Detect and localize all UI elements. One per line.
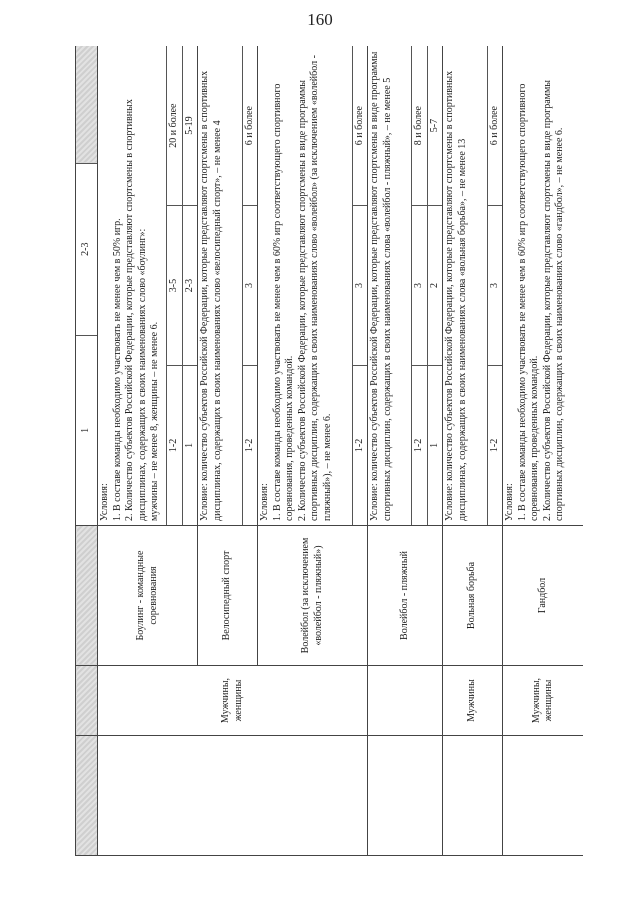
num-cell: 1-2	[167, 365, 183, 525]
num-cell: 5-19	[182, 46, 197, 206]
rotated-table	[75, 46, 583, 856]
num-cell: 3	[412, 206, 428, 366]
page-number: 160	[307, 10, 333, 29]
num-cell: 1-2	[242, 365, 257, 525]
sport-cell: Вольная борьба	[443, 526, 503, 666]
sport-cell: Велосипедный спорт	[198, 526, 258, 666]
header-block	[76, 46, 98, 526]
rotated-table-scan	[75, 46, 583, 856]
block-cell	[503, 46, 584, 526]
num-cell: 3	[487, 206, 502, 366]
condition-text: Условия: 1. В составе команды необходимо участвовать не менее чем в 60% игр соответствующего спортивного соревнования, проведенных командой. 2. Количество субъектов Российской Федерации, которые представляют спортсмены в виде программы спортивных дисциплин, содержащих в своих наименованиях слово «волейбол» (за исключением «волейбол - пляжный»), – не менее 6.	[258, 46, 352, 525]
empty-first-col	[98, 736, 368, 856]
num-cell: 3	[242, 206, 257, 366]
gender-cell: Мужчины	[443, 666, 503, 736]
condition-text: Условие: количество субъектов Российской Федерации, которые представляют спортсмены в виде программы спортивных дисциплин, содержащих в своих наименованиях слова «волейбол - пляжный», – не менее 5	[368, 46, 412, 525]
gender-cell: Мужчины, женщины	[98, 666, 368, 736]
sport-cell: Волейбол (за исключением «волейбол - пляжный»)	[258, 526, 368, 666]
header-col-3	[76, 46, 97, 163]
header-cell-empty-3	[76, 526, 98, 666]
header-col-1: 1	[76, 335, 97, 525]
condition-text: Условие: количество субъектов Российской Федерации, которые представляют спортсмены в спортивных дисциплинах, содержащих в своих наименованиях слова «вольная борьба», – не менее 13	[443, 46, 487, 525]
num-cell: 1-2	[352, 365, 367, 525]
num-cell: 6 и более	[242, 46, 257, 206]
block-cell	[368, 46, 443, 526]
num-cell: 1	[427, 365, 442, 525]
num-cell: 3	[352, 206, 367, 366]
sport-cell: Боулинг - командные соревнования	[98, 526, 198, 666]
header-cell-empty-1	[76, 736, 98, 856]
num-cell: 6 и более	[487, 46, 502, 206]
block-cell	[98, 46, 198, 526]
empty-first-col	[503, 736, 584, 856]
num-cell: 6 и более	[352, 46, 367, 206]
num-cell: 2	[427, 206, 442, 366]
sport-cell: Волейбол - пляжный	[368, 526, 443, 666]
condition-text: Условия: 1. В составе команды необходимо участвовать не менее чем в 60% игр соответствующего спортивного соревнования, проведенных командой. 2. Количество субъектов Российской Федерации, которые представляют спортсмены в виде программы спортивных дисциплин, содержащих в своих наименованиях слово «гандбол», – не менее 6.	[504, 79, 565, 521]
sports-table	[75, 46, 583, 856]
block-cell	[198, 46, 258, 526]
num-cell: 5-7	[427, 46, 442, 206]
gender-cell: Мужчины, женщины	[503, 666, 584, 736]
num-cell: 3-5	[167, 206, 183, 366]
block-cell	[258, 46, 368, 526]
num-cell: 2-3	[182, 206, 197, 366]
empty-first-col	[368, 736, 443, 856]
num-cell: 1	[182, 365, 197, 525]
header-row	[76, 46, 98, 856]
gender-cell-empty	[368, 666, 443, 736]
num-cell: 1-2	[412, 365, 428, 525]
table-row	[443, 46, 503, 856]
table-row	[503, 46, 584, 856]
condition-text: Условия: 1. В составе команды необходимо участвовать не менее чем в 50% игр. 2. Количество субъектов Российской Федерации, которые представляют спортсмены в спортивных дисциплинах, содержащих в своих наименованиях слово «боулинг»: мужчины – не менее 8, женщины – не менее 6.	[98, 46, 167, 525]
table-row	[98, 46, 198, 856]
table-row	[368, 46, 443, 856]
num-cell: 8 и более	[412, 46, 428, 206]
header-cell-empty-2	[76, 666, 98, 736]
num-cell: 20 и более	[167, 46, 183, 206]
condition-text: Условие: количество субъектов Российской Федерации, которые представляют спортсмены в спортивных дисциплинах, содержащих в своих наименованиях слово «велосипедный спорт», – не менее 4	[198, 46, 242, 525]
block-cell	[443, 46, 503, 526]
sport-cell: Гандбол	[503, 526, 584, 666]
num-cell: 1-2	[487, 365, 502, 525]
header-col-2: 2-3	[76, 163, 97, 335]
empty-first-col	[443, 736, 503, 856]
